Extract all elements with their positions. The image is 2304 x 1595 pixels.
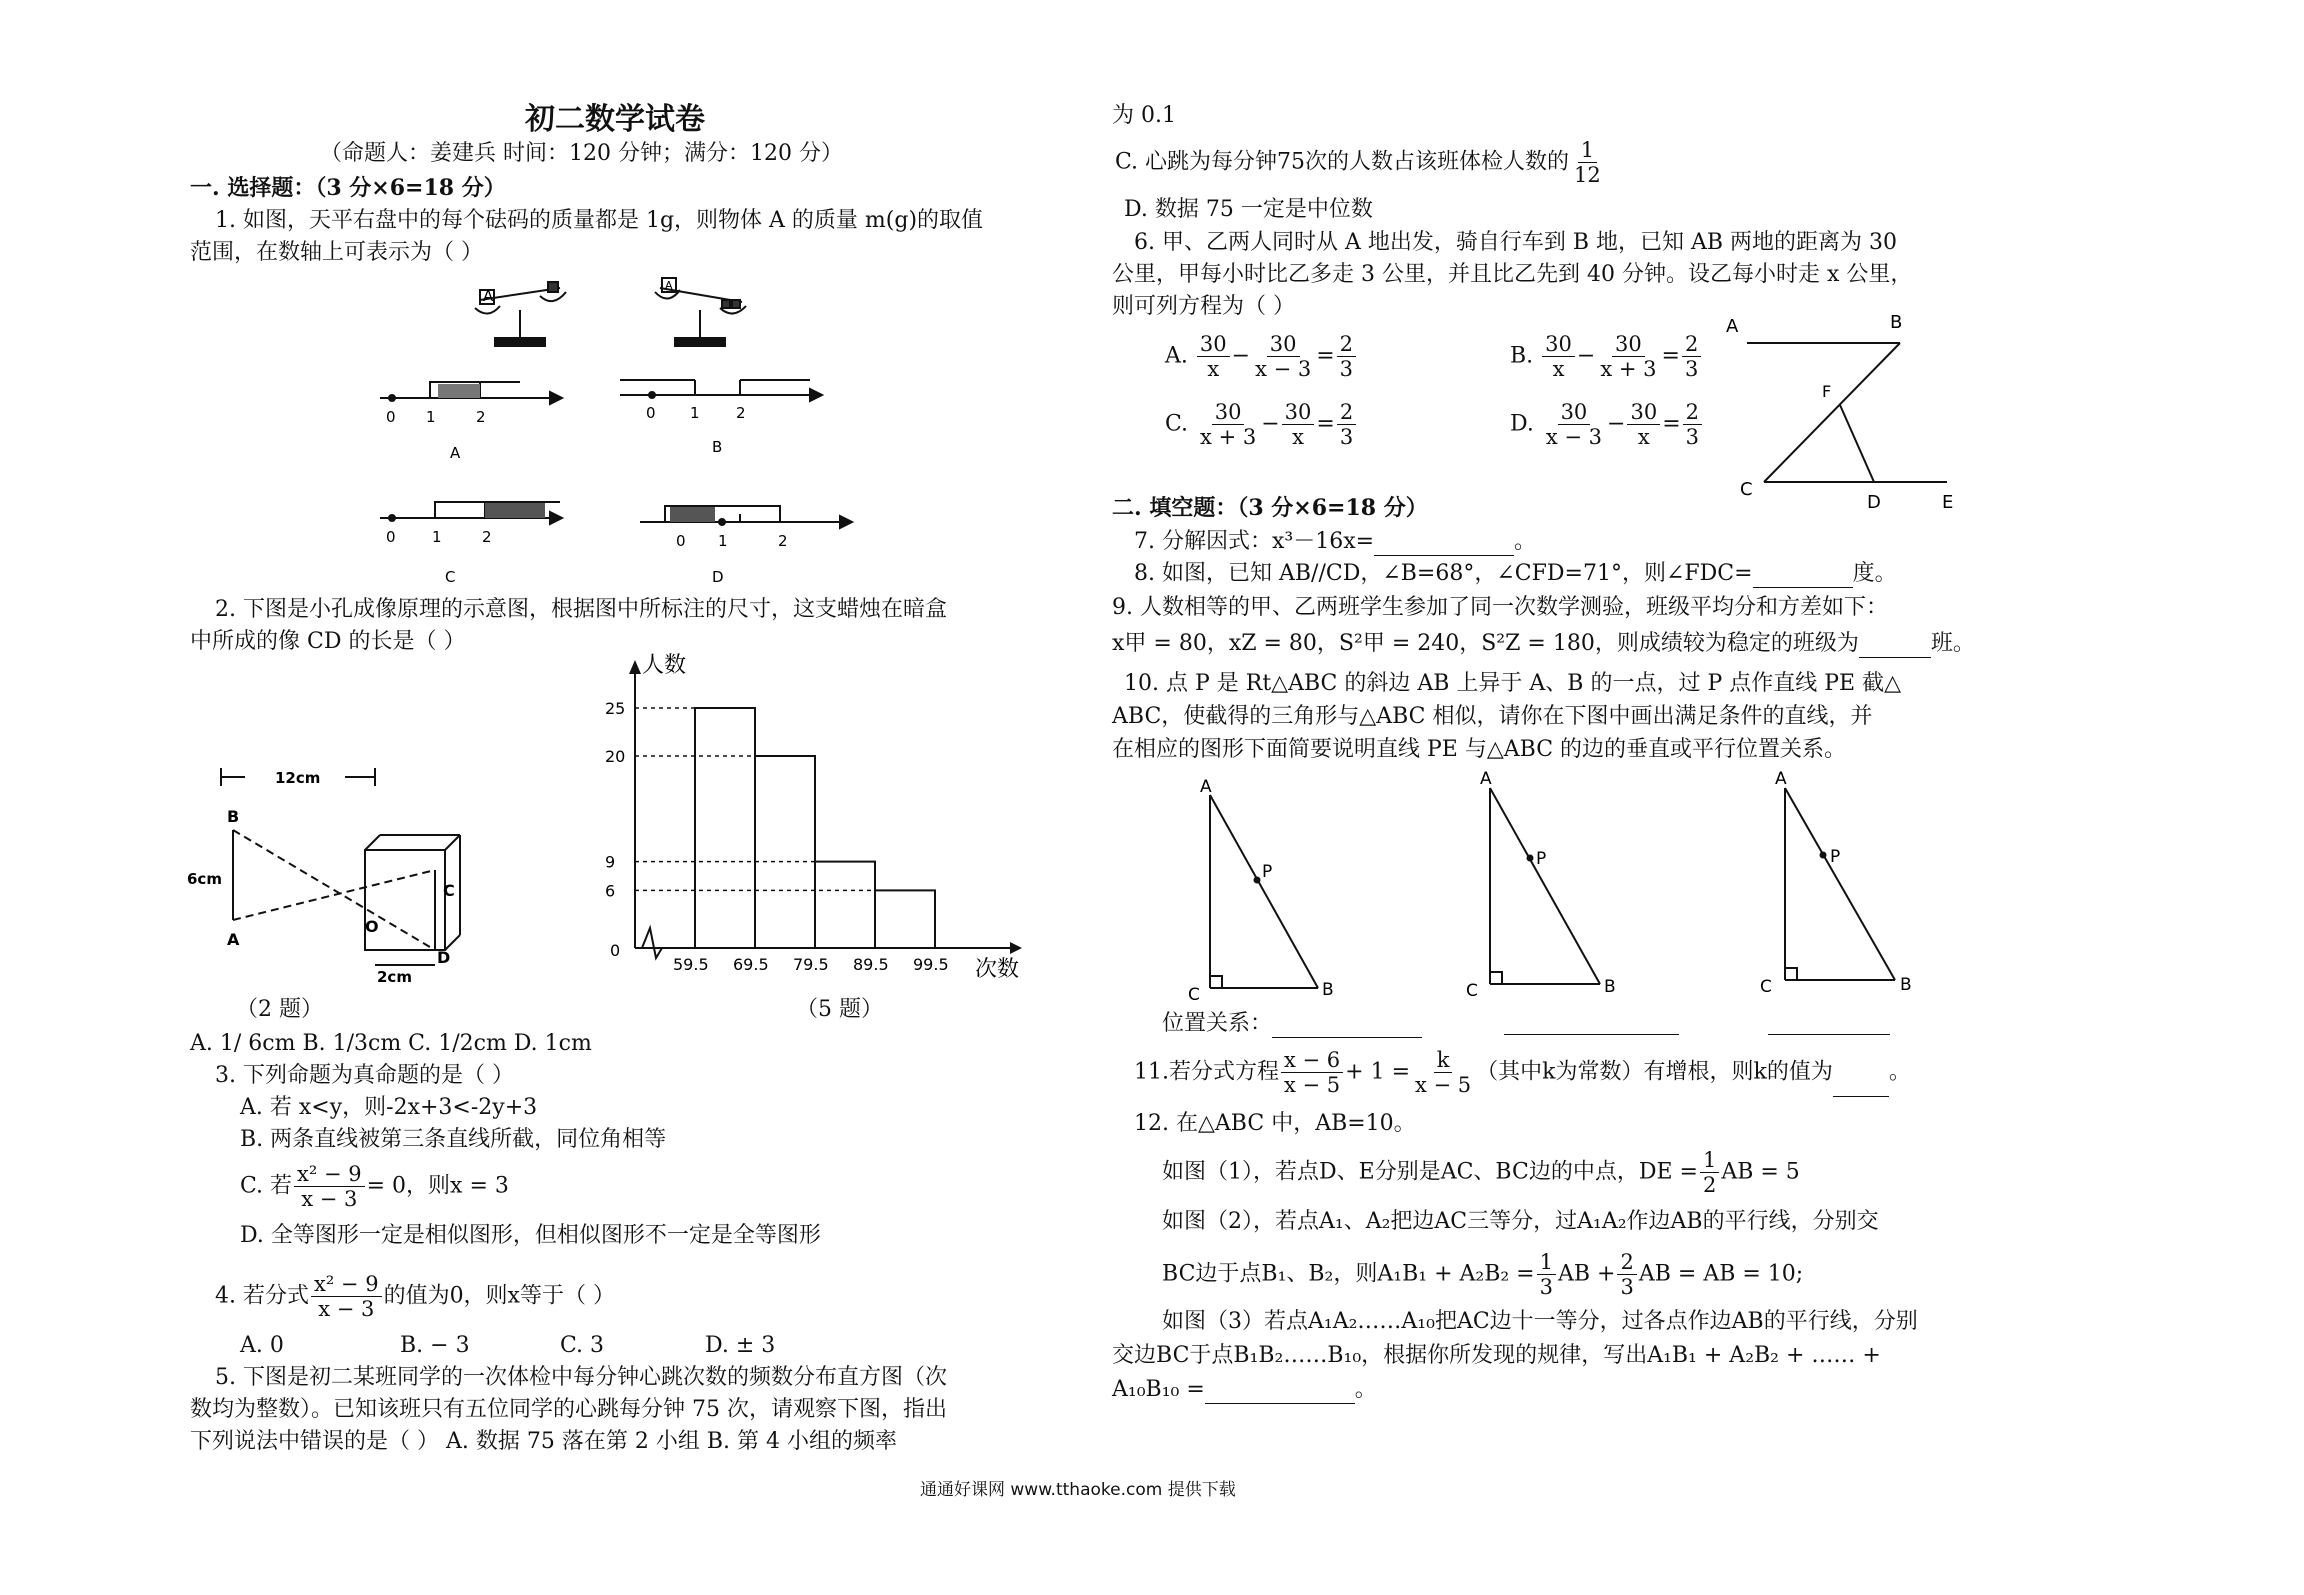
q12-f2-frac2 (1617, 1250, 1636, 1299)
q1-figure (370, 270, 1070, 590)
x-tick-69.5: 69.5 (733, 955, 769, 974)
q11-d1: x − 5 (1284, 1073, 1341, 1097)
numberline-c (380, 502, 562, 524)
q6-d-d1: x − 3 (1545, 425, 1603, 449)
q6-line1: 6. 甲、乙两人同时从 A 地出发，骑自行车到 B 地，已知 AB 两地的距离为 30 (1134, 230, 1898, 255)
q11-answer-blank[interactable] (1833, 1072, 1889, 1097)
q5-c-pre: C. 心跳为每分钟75次的人数占该班体检人数的 (1115, 149, 1570, 175)
q2-line1: 2. 下图是小孔成像原理的示意图，根据图中所标注的尺寸，这支蜡烛在暗盒 (215, 597, 947, 622)
q3-c-post: = 0，则x = 3 (366, 1173, 509, 1199)
q6-line3: 则可列方程为（ ） (1112, 294, 1295, 319)
q11-n2: k (1434, 1048, 1453, 1073)
q9-end: 班。 (1930, 631, 1975, 656)
q11-n1: x − 6 (1281, 1048, 1343, 1073)
numberline-a (380, 382, 562, 404)
q4-option-a: A. 0 (240, 1333, 284, 1358)
q2-caption: （2 题） (236, 997, 323, 1022)
tri2-a: A (1480, 770, 1492, 789)
section-2-heading: 二. 填空题：（3 分×6=18 分） (1112, 495, 1428, 521)
q6-b-d1: x (1552, 357, 1565, 381)
q6-a-op: − (1231, 343, 1251, 369)
q10-line1: 10. 点 P 是 Rt△ABC 的斜边 AB 上异于 A、B 的一点，过 P 点作直线 PE 截△ (1124, 671, 1902, 696)
y-tick-25: 25 (605, 699, 626, 718)
q6-c-op: − (1261, 411, 1280, 437)
numberline-a-label: A (450, 444, 461, 462)
q5-line2: 数均为整数）。已知该班只有五位同学的心跳每分钟 75 次，请观察下图，指出 (190, 1397, 947, 1422)
numberline-d-tick-0: 0 (676, 532, 686, 550)
q6-c-n3: 2 (1337, 400, 1356, 425)
y-tick-20: 20 (605, 747, 626, 766)
q6-d-frac3 (1683, 400, 1702, 449)
numberline-b-tick-0: 0 (646, 404, 656, 422)
q9-text: x甲 = 80，xZ = 80，S²甲 = 240，S²Z = 180，则成绩较为稳定的班级为 (1112, 631, 1859, 656)
y-axis-label: 人数 (642, 653, 687, 678)
q6-c-frac2 (1282, 400, 1315, 449)
q8-point-f: F (1822, 382, 1832, 401)
numberline-b-label: B (712, 438, 723, 456)
q6-b-frac1 (1542, 332, 1575, 381)
q7-end: 。 (1514, 529, 1537, 554)
q6-c-n2: 30 (1282, 400, 1315, 425)
balance-right-box-label: A (665, 279, 673, 292)
q5-cont-3: D. 数据 75 一定是中位数 (1124, 197, 1373, 222)
q6-d-n3: 2 (1683, 400, 1702, 425)
q6-line2: 公里，甲每小时比乙多走 3 公里，并且比乙先到 40 分钟。设乙每小时走 x 公里， (1112, 262, 1913, 287)
q12-stem: 12. 在△ABC 中，AB=10。 (1134, 1111, 1416, 1136)
numberline-a-tick-2: 2 (476, 408, 486, 426)
q12-f2-mid: AB + (1558, 1261, 1616, 1287)
y-tick-0: 0 (610, 941, 621, 960)
q5-line1: 5. 下图是初二某班同学的一次体检中每分钟心跳次数的频数分布直方图（次 (215, 1365, 947, 1390)
q2-point-d: D (437, 948, 451, 967)
histogram-bar-4 (875, 890, 935, 948)
numberline-d-tick-1: 1 (718, 532, 728, 550)
q6-a-label: A. (1165, 343, 1188, 369)
q8-point-d: D (1867, 492, 1881, 513)
q6-c-d2: x (1292, 425, 1304, 449)
q6-a-d2: x − 3 (1255, 357, 1312, 381)
x-axis-arrow (1010, 942, 1022, 954)
tri3-a: A (1775, 770, 1787, 789)
histogram-bar-1 (695, 708, 755, 948)
q3-c-num: x² − 9 (294, 1162, 365, 1187)
q8-figure (1722, 310, 1982, 520)
position-blank-3[interactable] (1768, 1010, 1890, 1035)
numberline-d-tick-2: 2 (778, 532, 788, 550)
q3-c-fraction (294, 1162, 365, 1211)
q12-f2-d1: 3 (1539, 1275, 1553, 1299)
q6-a-d1: x (1207, 357, 1220, 381)
q3-option-d: D. 全等图形一定是相似图形，但相似图形不一定是全等图形 (240, 1223, 821, 1248)
q7 (1134, 528, 1536, 556)
q6-c-frac3 (1337, 400, 1356, 449)
x-tick-59.5: 59.5 (673, 955, 709, 974)
q6-a-frac3 (1337, 332, 1356, 381)
q6-d-d2: x (1637, 425, 1650, 449)
q3-option-b: B. 两条直线被第三条直线所截，同位角相等 (240, 1127, 667, 1152)
q9-line1: 9. 人数相等的甲、乙两班学生参加了同一次数学测验，班级平均分和方差如下： (1112, 595, 1888, 620)
q12-f2-d2: 3 (1620, 1275, 1634, 1299)
position-blank-2[interactable] (1504, 1010, 1679, 1035)
q3-c-pre: C. 若 (240, 1173, 293, 1199)
q12-f1-frac (1700, 1148, 1719, 1197)
tri2-c: C (1466, 981, 1478, 1001)
q12-f1-n: 1 (1700, 1148, 1719, 1173)
q8 (1134, 560, 1897, 588)
q7-answer-blank[interactable] (1374, 531, 1514, 556)
q4-fraction (311, 1272, 382, 1321)
axis-break (635, 928, 695, 958)
numberline-a-tick-1: 1 (426, 408, 436, 426)
q6-b-frac3 (1682, 332, 1701, 381)
x-tick-79.5: 79.5 (793, 955, 829, 974)
q3-c-den: x − 3 (301, 1187, 358, 1211)
position-blank-1[interactable] (1272, 1013, 1422, 1038)
q2-depth-label: 2cm (377, 968, 412, 986)
page-title: 初二数学试卷 (525, 102, 705, 137)
tri3-b: B (1900, 975, 1912, 995)
q12-f1-post: AB = 5 (1721, 1159, 1800, 1185)
q6-b-d3: 3 (1684, 357, 1699, 381)
numberline-c-label: C (445, 568, 456, 586)
q6-b-n1: 30 (1542, 332, 1575, 357)
q5-line3: 下列说法中错误的是（ ） A. 数据 75 落在第 2 小组 B. 第 4 小组的频率 (190, 1429, 897, 1454)
q6-option-c (1165, 400, 1358, 449)
q6-c-eq: = (1316, 411, 1335, 437)
q6-d-frac2 (1627, 400, 1660, 449)
q4-num: x² − 9 (311, 1272, 382, 1297)
q8-answer-blank[interactable] (1753, 563, 1853, 588)
q2-line2: 中所成的像 CD 的长是（ ） (190, 629, 466, 654)
histogram-bar-2 (755, 756, 815, 948)
triangle-2 (1490, 788, 1600, 984)
numberline-c-tick-2: 2 (482, 528, 492, 546)
q6-option-d (1510, 400, 1704, 449)
q12-f2-pre: BC边于点B₁、B₂，则A₁B₁ + A₂B₂ = (1162, 1261, 1535, 1287)
numberline-d-label: D (712, 568, 724, 586)
q10-line2: ABC，使截得的三角形与△ABC 相似，请你在下图中画出满足条件的直线，并 (1112, 704, 1873, 729)
q12-f3-end: 。 (1354, 1377, 1377, 1402)
q6-a-frac1 (1197, 332, 1230, 381)
q6-d-d3: 3 (1685, 425, 1699, 449)
y-tick-9: 9 (605, 852, 616, 872)
q2-point-o: O (365, 917, 379, 936)
q6-c-n1: 30 (1212, 400, 1245, 425)
tri1-p: P (1262, 862, 1273, 882)
tri1-a: A (1200, 777, 1212, 797)
q2-figure (185, 760, 475, 990)
q10-triangles (1160, 770, 1980, 1010)
q2-width-label: 12cm (275, 769, 321, 787)
numberline-b-tick-2: 2 (736, 404, 746, 422)
q12-f3-pre: A₁₀B₁₀ = (1112, 1377, 1205, 1402)
q12-figure-2-line1: 如图（2），若点A₁、A₂把边AC三等分，过A₁A₂作边AB的平行线，分别交 (1162, 1209, 1879, 1234)
q9-line2 (1112, 630, 1975, 658)
triangle-3 (1785, 788, 1895, 980)
q6-d-label: D. (1510, 411, 1534, 437)
q11-frac2 (1412, 1048, 1474, 1097)
tri2-b: B (1604, 977, 1616, 997)
x-tick-89.5: 89.5 (853, 955, 889, 974)
q3-option-c (240, 1162, 509, 1211)
q11-mid: + 1 = (1345, 1059, 1411, 1085)
q2-point-c: C (443, 881, 455, 900)
q5-cont-2 (1115, 138, 1606, 187)
q6-d-n2: 30 (1627, 400, 1660, 425)
q1-line1: 1. 如图，天平右盘中的每个砝码的质量都是 1g，则物体 A 的质量 m(g)的取值 (215, 208, 984, 233)
q1-line2: 范围，在数轴上可表示为（ ） (190, 240, 483, 265)
histogram-bar-3 (815, 862, 875, 948)
q8-point-e: E (1942, 492, 1954, 513)
q6-c-frac1 (1197, 400, 1259, 449)
q8-text: 8. 如图，已知 AB//CD，∠B=68°，∠CFD=71°，则∠FDC= (1134, 561, 1753, 586)
q6-a-eq: = (1316, 343, 1335, 369)
q5-c-den: 12 (1574, 163, 1601, 187)
q5-caption: （5 题） (796, 997, 883, 1022)
q3-stem: 3. 下列命题为真命题的是（ ） (215, 1063, 514, 1088)
q9-answer-blank[interactable] (1859, 633, 1931, 658)
q4-post: 的值为0，则x等于（ ） (383, 1283, 615, 1309)
section-1-heading: 一. 选择题：（3 分×6=18 分） (190, 175, 506, 201)
x-tick-99.5: 99.5 (913, 955, 949, 974)
q4-option-d: D. ± 3 (705, 1333, 776, 1358)
q6-b-n3: 2 (1682, 332, 1701, 357)
q6-d-frac1 (1543, 400, 1605, 449)
q3-option-a: A. 若 x<y，则-2x+3<-2y+3 (240, 1095, 538, 1120)
q2-point-a: A (227, 930, 240, 949)
q11-end: 。 (1888, 1059, 1911, 1085)
q5-histogram (590, 652, 1030, 982)
q4-den: x − 3 (318, 1297, 375, 1321)
q6-c-d3: 3 (1339, 425, 1354, 449)
q12-f1-d: 2 (1702, 1173, 1717, 1197)
q6-option-b (1510, 332, 1703, 381)
footer-credit: 通通好课网 www.tthaoke.com 提供下载 (920, 1480, 1236, 1500)
q10-position-row (1162, 1010, 1422, 1038)
q5-c-num: 1 (1578, 138, 1597, 163)
x-axis-label: 次数 (975, 957, 1020, 982)
q8-point-b: B (1890, 312, 1903, 333)
q7-text: 7. 分解因式：x³－16x= (1134, 529, 1375, 554)
q6-a-n1: 30 (1197, 332, 1230, 357)
q12-f2-n1: 1 (1537, 1250, 1556, 1275)
q8-point-a: A (1726, 316, 1739, 337)
q12-figure-2-line2 (1162, 1250, 1803, 1299)
q6-d-eq: = (1662, 411, 1681, 437)
tri3-p: P (1830, 847, 1841, 867)
q4-option-c: C. 3 (560, 1333, 605, 1358)
q6-b-op: − (1576, 343, 1596, 369)
q12-f2-post: AB = AB = 10; (1638, 1261, 1804, 1287)
numberline-b (620, 380, 822, 401)
q6-a-n2: 30 (1267, 332, 1300, 357)
q4-option-b: B. − 3 (400, 1333, 470, 1358)
q12-f2-frac1 (1537, 1250, 1556, 1299)
q5-c-fraction (1571, 138, 1604, 187)
numberline-c-tick-1: 1 (432, 528, 442, 546)
q11-d2: x − 5 (1415, 1073, 1472, 1097)
q6-d-op: − (1607, 411, 1626, 437)
q12-figure-3-line2: 交边BC于点B₁B₂……B₁₀，根据你所发现的规律，写出A₁B₁ + A₂B₂ + …… + (1112, 1343, 1881, 1368)
q8-end: 度。 (1852, 561, 1897, 586)
balance-left-box-label: A (483, 287, 494, 305)
q2-height-label: 6cm (187, 870, 222, 888)
q12-f1-pre: 如图（1），若点D、E分别是AC、BC边的中点，DE = (1162, 1159, 1698, 1185)
tri1-c: C (1188, 985, 1200, 1005)
q2-options: A. 1/ 6cm B. 1/3cm C. 1/2cm D. 1cm (190, 1031, 592, 1056)
position-label: 位置关系： (1162, 1011, 1273, 1036)
numberline-d (640, 506, 852, 528)
numberline-a-tick-0: 0 (386, 408, 396, 426)
q6-b-frac2 (1597, 332, 1659, 381)
q11-post: （其中k为常数）有增根，则k的值为 (1476, 1059, 1833, 1085)
q6-c-d1: x + 3 (1200, 425, 1257, 449)
q6-b-label: B. (1510, 343, 1534, 369)
y-axis-arrow (629, 660, 641, 674)
q6-b-d2: x + 3 (1600, 357, 1657, 381)
q2-point-b: B (227, 807, 240, 826)
q6-b-eq: = (1661, 343, 1680, 369)
q6-b-n2: 30 (1612, 332, 1645, 357)
q12-answer-blank[interactable] (1205, 1379, 1355, 1404)
q12-figure-3-line3 (1112, 1376, 1377, 1404)
q6-a-frac2 (1252, 332, 1314, 381)
tri3-c: C (1760, 977, 1772, 997)
q11 (1134, 1048, 1911, 1097)
q12-f2-n2: 2 (1617, 1250, 1636, 1275)
numberline-b-tick-1: 1 (690, 404, 700, 422)
y-tick-6: 6 (605, 881, 616, 901)
q11-frac1 (1281, 1048, 1343, 1097)
q6-c-label: C. (1165, 411, 1189, 437)
tri1-b: B (1322, 980, 1334, 1000)
triangle-1 (1210, 795, 1318, 988)
q12-figure-3-line1: 如图（3）若点A₁A₂……A₁₀把AC边十一等分，过各点作边AB的平行线，分别 (1162, 1309, 1918, 1334)
q6-a-d3: 3 (1339, 357, 1354, 381)
q4 (215, 1272, 615, 1321)
q10-line3: 在相应的图形下面简要说明直线 PE 与△ABC 的边的垂直或平行位置关系。 (1112, 737, 1847, 762)
tri2-p: P (1536, 849, 1547, 869)
q6-d-n1: 30 (1558, 400, 1591, 425)
q11-pre: 11.若分式方程 (1134, 1059, 1279, 1085)
numberline-c-tick-0: 0 (386, 528, 396, 546)
q5-cont-1: 为 0.1 (1112, 103, 1176, 128)
q6-a-n3: 2 (1337, 332, 1356, 357)
exam-info: （命题人：姜建兵 时间：120 分钟；满分：120 分） (320, 141, 843, 166)
q4-pre: 4. 若分式 (215, 1283, 309, 1309)
q8-point-c: C (1740, 479, 1753, 500)
q6-option-a (1165, 332, 1358, 381)
q12-figure-1 (1162, 1148, 1800, 1197)
